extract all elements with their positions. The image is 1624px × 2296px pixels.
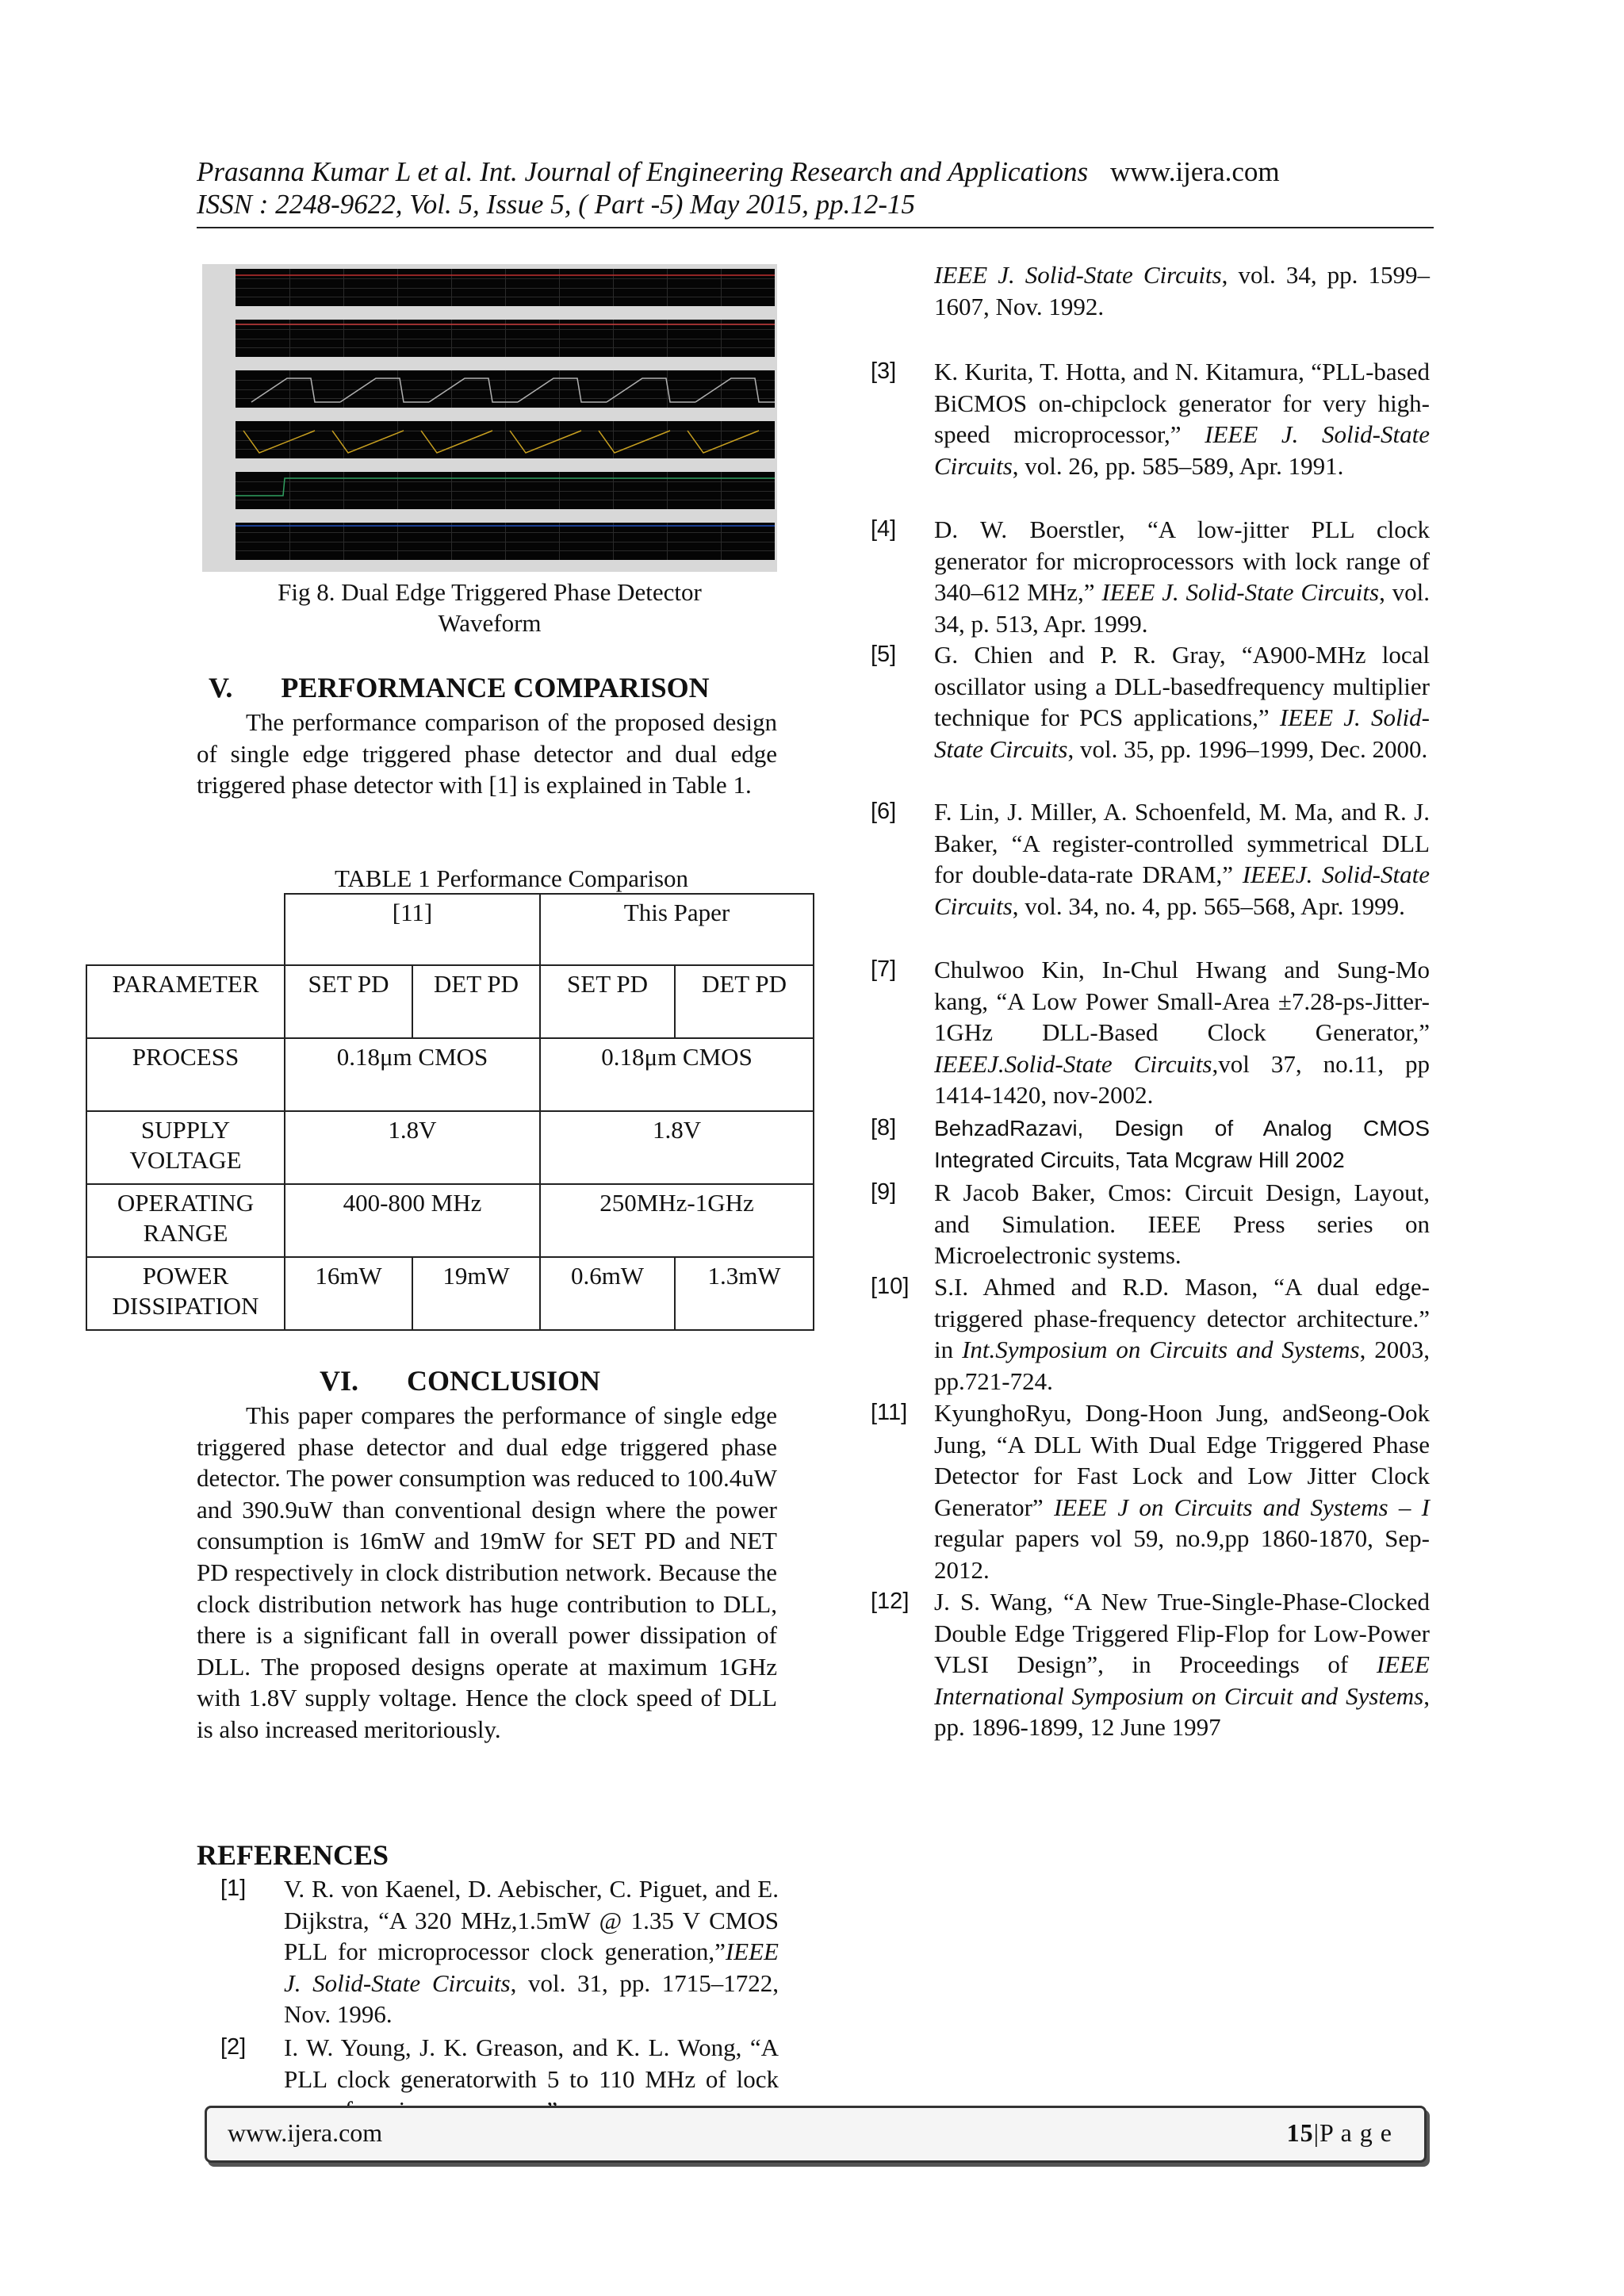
running-header	[197, 156, 1280, 188]
waveform-trace	[236, 472, 775, 509]
figure-8-waveform	[202, 264, 777, 572]
waveform-panel	[236, 523, 775, 560]
table-cell: 0.18μm CMOS	[285, 1038, 540, 1111]
performance-table	[86, 893, 814, 1331]
table-group-ref: [11]	[285, 894, 540, 965]
reference-text: I. W. Young, J. K. Greason, and K. L. Wong, “A PLL clock generatorwith 5 to 110 MHz of lock	[284, 2033, 779, 2093]
table-row	[86, 1184, 814, 1257]
panel-axis-label	[204, 269, 234, 306]
table-row	[86, 1111, 814, 1184]
table-group-this-paper: This Paper	[540, 894, 814, 965]
section-5-number: V.	[209, 672, 233, 703]
page-footer	[205, 2106, 1427, 2163]
reference-number: [6]	[871, 799, 897, 824]
table-cell: 1.8V	[285, 1111, 540, 1184]
panel-axis-label	[204, 421, 234, 458]
reference-number: [1]	[220, 1876, 247, 1901]
table-row	[86, 1257, 814, 1330]
table-param-header: PARAMETER	[86, 965, 285, 1038]
page-number: 15|P a g e	[1286, 2118, 1392, 2147]
waveform-line	[236, 478, 775, 496]
reference-number: [2]	[220, 2034, 247, 2060]
reference-journal: IEEE J. Solid-State Circuits	[934, 261, 1222, 289]
waveform-trace	[236, 523, 775, 560]
table-cell: 19mW	[412, 1257, 540, 1330]
table-caption: TABLE 1 Performance Comparison	[334, 864, 689, 892]
reference-text: R Jacob Baker, Cmos: Circuit Design, Layout, and Simulation. IEEE Press series on Microelectronic systems.	[934, 1179, 1430, 1270]
waveform-line	[243, 431, 759, 453]
table-cell: 0.6mW	[540, 1257, 675, 1330]
table-corner	[86, 894, 285, 965]
section-6-number: VI.	[320, 1365, 359, 1397]
section-5-title: PERFORMANCE COMPARISON	[281, 672, 710, 703]
table-subheader: SET PD	[285, 965, 412, 1038]
table-subheader-row	[86, 965, 814, 1038]
table-cell: 400-800 MHz	[285, 1184, 540, 1257]
waveform-panel	[236, 421, 775, 458]
reference-text: BehzadRazavi, Design of Analog CMOS Integrated Circuits, Tata Mcgraw Hill 2002	[934, 1116, 1430, 1172]
reference-number: [9]	[871, 1179, 897, 1205]
section-5-paragraph: The performance comparison of the proposed design of single edge triggered phase detector and dual edge triggered phase detector with [1] is explained in Table 1.	[197, 708, 777, 799]
reference-number: [5]	[871, 642, 897, 667]
waveform-panel	[236, 320, 775, 357]
figure-caption-line-1: Fig 8. Dual Edge Triggered Phase Detector	[278, 578, 702, 606]
reference-text: J. S. Wang, “A New True-Single-Phase-Clocked Double Edge Triggered Flip-Flop for Low-Power VLSI Design”, in Proceedings of IEEE International Symposium on Circuit and Systems, pp. 1896-1899, 12 June 1997	[934, 1588, 1430, 1742]
section-6-paragraph: This paper compares the performance of single edge triggered phase detector and dual edge triggered phase detector. The power consumption was reduced to 100.4uW and 390.9uW than conventional design where the power consumption is 16mW and 19mW for SET PD and NET PD respectively in clock distribution network. Because the clock distribution network has huge contribution to DLL, there is a significant fall in overall power dissipation of DLL. The proposed designs operate at maximum 1GHz with 1.8V supply voltage. Hence the clock speed of DLL is also increased meritoriously.	[197, 1401, 777, 1743]
reference-text: Chulwoo Kin, In-Chul Hwang and Sung-Mo kang, “A Low Power Small-Area ±7.28-ps-Jitter-1GHz DLL-Based Clock Generator,” IEEEJ.Solid-State Circuits,vol 37, no.11, pp 1414-1420, nov-2002.	[934, 956, 1430, 1110]
table-subheader: SET PD	[540, 965, 675, 1038]
panel-axis-label	[204, 472, 234, 509]
reference-number: [8]	[871, 1115, 897, 1140]
reference-number: [10]	[871, 1274, 910, 1299]
reference-text: K. Kurita, T. Hotta, and N. Kitamura, “PLL-based BiCMOS on-chipclock generator for very high-speed microprocessor,” IEEE J. Solid-State Circuits, vol. 26, pp. 585–589, Apr. 1991.	[934, 358, 1430, 480]
section-6-heading	[320, 1364, 600, 1397]
waveform-trace	[236, 269, 775, 306]
reference-text: D. W. Boerstler, “A low-jitter PLL clock generator for microprocessors with lock range of 340–612 MHz,” IEEE J. Solid-State Circuits, vol. 34, p. 513, Apr. 1999.	[934, 516, 1430, 638]
table-row-label: OPERATING RANGE	[86, 1184, 285, 1257]
panel-axis-label	[204, 320, 234, 357]
table-cell: 0.18μm CMOS	[540, 1038, 814, 1111]
table-cell: 1.3mW	[675, 1257, 814, 1330]
table-row	[86, 1038, 814, 1111]
figure-caption	[202, 577, 777, 638]
references-heading: REFERENCES	[197, 1839, 389, 1871]
table-row-label: PROCESS	[86, 1038, 285, 1111]
table-subheader: DET PD	[675, 965, 814, 1038]
panel-axis-label	[204, 523, 234, 560]
section-6-title: CONCLUSION	[407, 1365, 601, 1397]
reference-text: F. Lin, J. Miller, A. Schoenfeld, M. Ma, and R. J. Baker, “A register-controlled symmetrical DLL for double-data-rate DRAM,” IEEEJ. Solid-State Circuits, vol. 34, no. 4, pp. 565–568, Apr. 1999.	[934, 798, 1430, 920]
reference-number: [4]	[871, 516, 897, 542]
reference-text: KyunghoRyu, Dong-Hoon Jung, andSeong-Ook Jung, “A DLL With Dual Edge Triggered Phase Detector for Fast Lock and Low Jitter Clock Generator” IEEE J on Circuits and Systems – I regular papers vol 59, no.9,pp 1860-1870, Sep-2012.	[934, 1399, 1430, 1584]
table-row-label: SUPPLY VOLTAGE	[86, 1111, 285, 1184]
table-group-header-row	[86, 894, 814, 965]
waveform-trace	[236, 421, 775, 458]
waveform-line	[251, 378, 775, 402]
reference-number: [12]	[871, 1589, 910, 1614]
reference-text: S.I. Ahmed and R.D. Mason, “A dual edge-triggered phase-frequency detector architecture.” in Int.Symposium on Circuits and Systems, 2003, pp.721-724.	[934, 1273, 1431, 1395]
waveform-panel	[236, 472, 775, 509]
journal-url[interactable]: www.ijera.com	[1110, 156, 1280, 187]
table-cell: 1.8V	[540, 1111, 814, 1184]
header-rule	[197, 227, 1434, 228]
table-subheader: DET PD	[412, 965, 540, 1038]
waveform-panel	[236, 370, 775, 408]
figure-caption-line-2: Waveform	[438, 609, 542, 637]
table-row-label: POWER DISSIPATION	[86, 1257, 285, 1330]
reference-number: [11]	[871, 1400, 908, 1425]
reference-text: V. R. von Kaenel, D. Aebischer, C. Piguet, and E. Dijkstra, “A 320 MHz,1.5mW @ 1.35 V CMOS PLL for microprocessor clock generation,”IEEE J. Solid-State Circuits, vol. 31, pp. 1715–1722, Nov. 1996.	[284, 1875, 779, 2029]
journal-citation: Prasanna Kumar L et al. Int. Journal of Engineering Research and Applications	[197, 156, 1089, 187]
waveform-trace	[236, 370, 775, 408]
panel-axis-label	[204, 370, 234, 408]
reference-number: [3]	[871, 358, 897, 384]
waveform-trace	[236, 320, 775, 357]
reference-text: G. Chien and P. R. Gray, “A900-MHz local oscillator using a DLL-basedfrequency multiplier technique for PCS applications,” IEEE J. Solid-State Circuits, vol. 35, pp. 1996–1999, Dec. 2000.	[934, 641, 1430, 763]
waveform-panel	[236, 269, 775, 306]
footer-url[interactable]: www.ijera.com	[228, 2118, 383, 2147]
section-5-heading	[209, 671, 710, 704]
issn-line: ISSN : 2248-9622, Vol. 5, Issue 5, ( Part -5) May 2015, pp.12-15	[197, 189, 916, 220]
table-cell: 250MHz-1GHz	[540, 1184, 814, 1257]
table-cell: 16mW	[285, 1257, 412, 1330]
reference-number: [7]	[871, 956, 897, 982]
